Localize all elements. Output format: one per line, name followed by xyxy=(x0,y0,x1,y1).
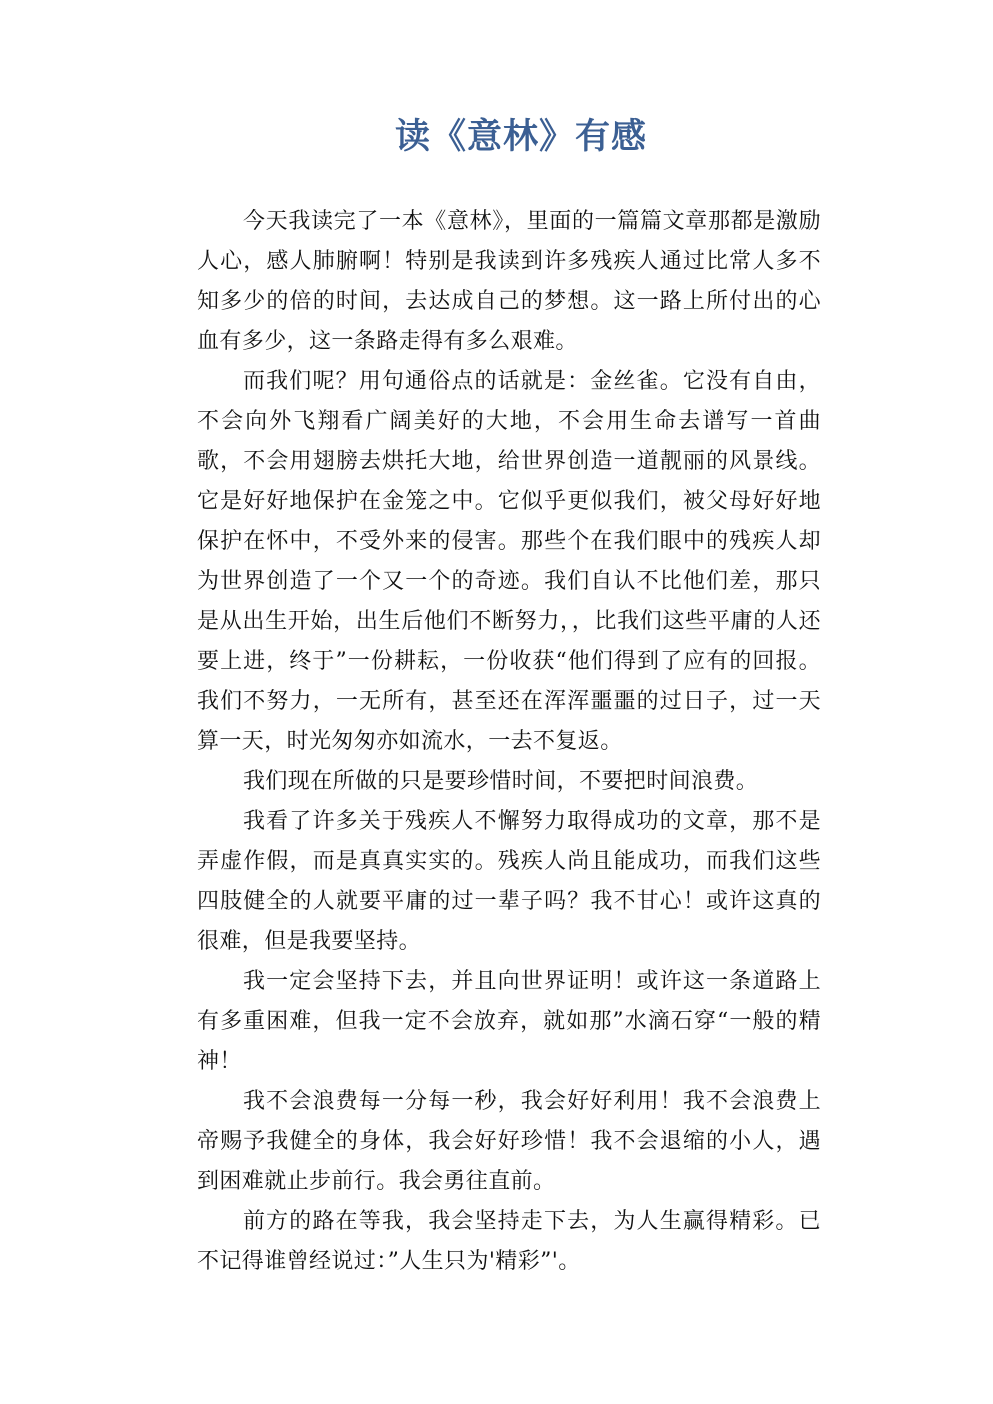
paragraph-7: 前方的路在等我，我会坚持走下去，为人生赢得精彩。已不记得谁曾经说过：”人生只为'精彩”'。 xyxy=(197,1209,821,1274)
document-body xyxy=(197,202,821,1282)
paragraph-1: 今天我读完了一本《意林》，里面的一篇篇文章那都是激励人心，感人肺腑啊！特别是我读到许多残疾人通过比常人多不知多少的倍的时间，去达成自己的梦想。这一路上所付出的心血有多少，这一条路走得有多么艰难。 xyxy=(197,209,821,354)
document-title: 读《意林》有感 xyxy=(394,117,647,157)
paragraph-2: 而我们呢？用句通俗点的话就是：金丝雀。它没有自由，不会向外飞翔看广阔美好的大地，不会用生命去谱写一首曲歌，不会用翅膀去烘托大地，给世界创造一道靓丽的风景线。它是好好地保护在金笼之中。它似乎更似我们，被父母好好地保护在怀中，不受外来的侵害。那些个在我们眼中的残疾人却为世界创造了一个又一个的奇迹。我们自认不比他们差，那只是从出生开始，出生后他们不断努力，，比我们这些平庸的人还要上进，终于”一份耕耘，一份收获“他们得到了应有的回报。我们不努力，一无所有，甚至还在浑浑噩噩的过日子，过一天算一天，时光匆匆亦如流水，一去不复返。 xyxy=(197,369,821,754)
paragraph-4: 我看了许多关于残疾人不懈努力取得成功的文章，那不是弄虚作假，而是真真实实的。残疾人尚且能成功，而我们这些四肢健全的人就要平庸的过一辈子吗？我不甘心！或许这真的很难，但是我要坚持。 xyxy=(197,809,821,954)
paragraph-3: 我们现在所做的只是要珍惜时间，不要把时间浪费。 xyxy=(243,769,759,794)
paragraph-6: 我不会浪费每一分每一秒，我会好好利用！我不会浪费上帝赐予我健全的身体，我会好好珍惜！我不会退缩的小人，遇到困难就止步前行。我会勇往直前。 xyxy=(197,1089,821,1194)
paragraph-5: 我一定会坚持下去，并且向世界证明！或许这一条道路上有多重困难，但我一定不会放弃，就如那”水滴石穿“一般的精神！ xyxy=(197,969,821,1074)
